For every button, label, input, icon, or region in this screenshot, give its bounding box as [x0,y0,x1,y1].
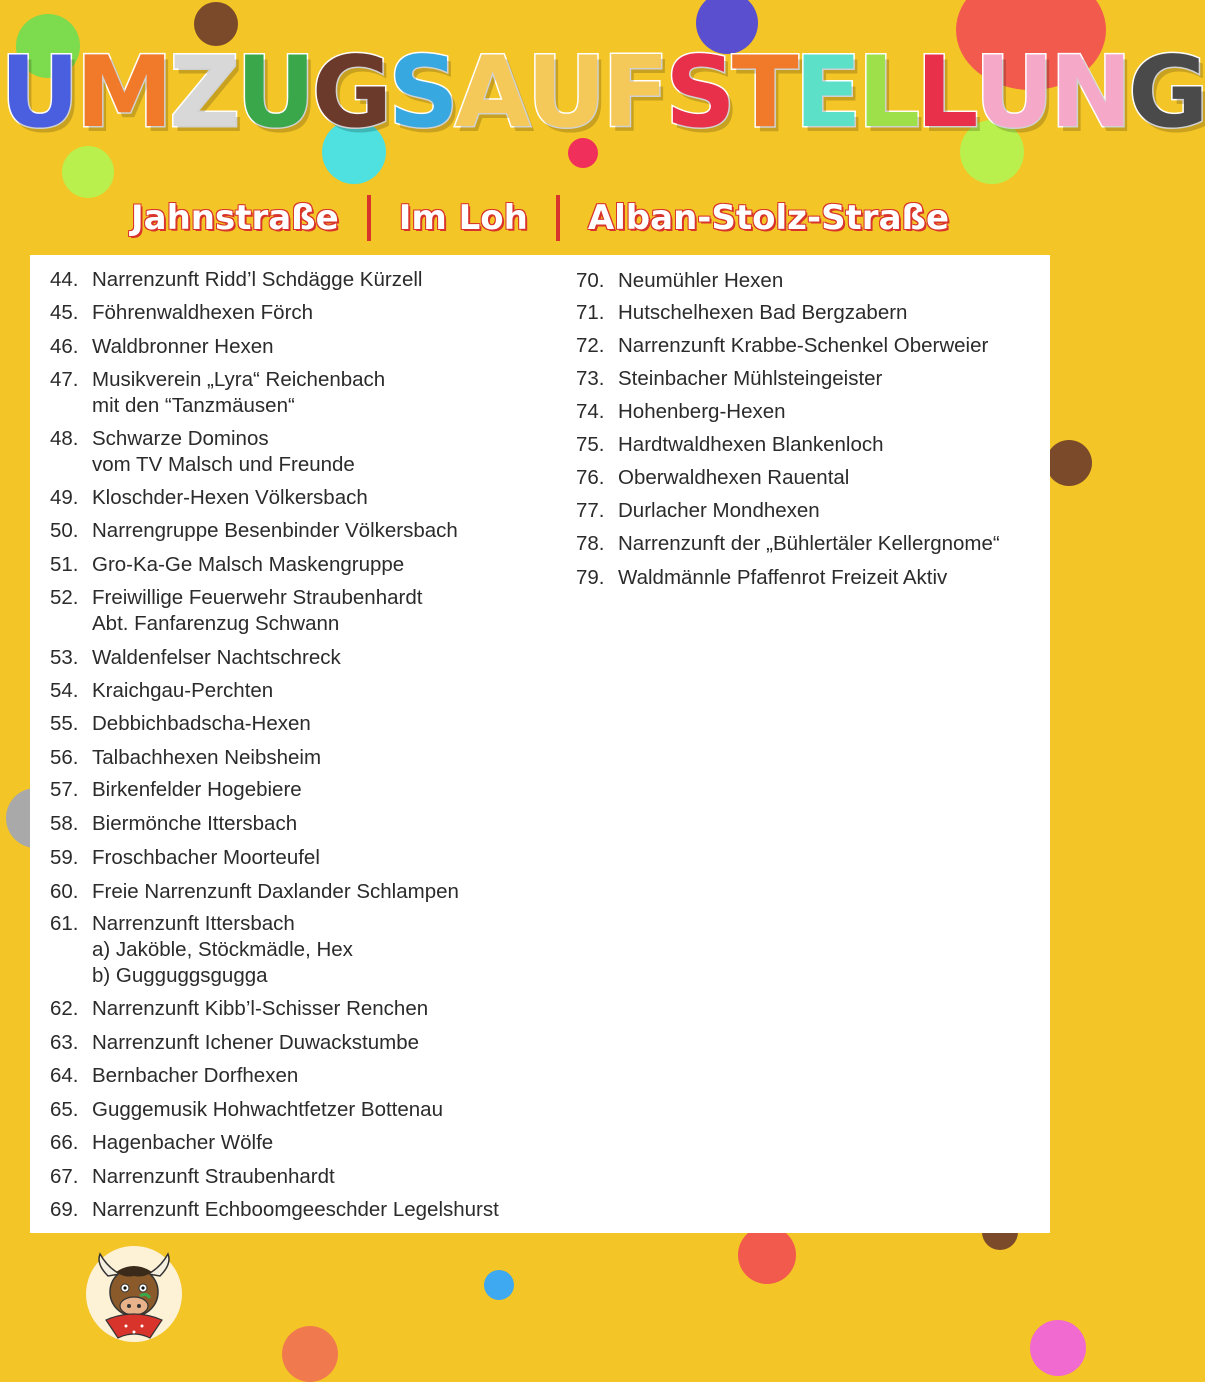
lineup-entry [50,996,428,1022]
entry-name: Narrenzunft Krabbe-Schenkel Oberweier [618,334,989,357]
title-letter: L [916,36,975,150]
title-letter: F [602,36,666,150]
entry-name: Hagenbacher Wölfe [92,1131,274,1154]
divider [556,195,560,241]
entry-name: Steinbacher Mühlsteingeister [618,367,883,390]
lineup-entry [50,367,385,419]
entry-number: 51. [50,553,79,576]
lineup-entry [50,1130,273,1156]
lineup-entry [50,585,422,637]
title-letter: M [75,36,170,150]
confetti-dot [1046,440,1092,486]
entry-name: Kloschder-Hexen Völkersbach [92,486,368,509]
entry-name: Durlacher Mondhexen [618,499,820,522]
lineup-entry [50,334,274,360]
entry-name: Gro-Ka-Ge Malsch Maskengruppe [92,553,405,576]
entry-name: Narrenzunft Kibb’l-Schisser Renchen [92,997,429,1020]
title-letter: S [665,36,732,150]
entry-number: 70. [576,269,605,292]
entry-number: 66. [50,1131,79,1154]
entry-number: 75. [576,433,605,456]
street-name: Im Loh [398,198,528,238]
lineup-entry [50,426,355,478]
title-letter: U [236,36,312,150]
confetti-dot [1030,1320,1086,1376]
lineup-entry [50,745,321,771]
confetti-dot [738,1226,796,1284]
entry-number: 64. [50,1064,79,1087]
lineup-entry [50,1030,419,1056]
entry-number: 61. [50,912,79,935]
entry-number: 57. [50,778,79,801]
entry-name: Hardtwaldhexen Blankenloch [618,433,884,456]
entry-number: 48. [50,427,79,450]
entry-name: Froschbacher Moorteufel [92,846,320,869]
lineup-entry [50,1063,298,1089]
entry-number: 71. [576,301,605,324]
lineup-entry [576,465,849,491]
entry-name: Musikverein „Lyra“ Reichenbach mit den “Tanzmäusen“ [92,368,386,417]
entry-number: 63. [50,1031,79,1054]
entry-number: 76. [576,466,605,489]
lineup-entry [576,268,783,294]
title-letter: Z [169,36,237,150]
entry-name: Waldmännle Pfaffenrot Freizeit Aktiv [618,566,948,589]
entry-number: 56. [50,746,79,769]
entry-name: Neumühler Hexen [618,269,784,292]
entry-number: 50. [50,519,79,542]
entry-number: 65. [50,1098,79,1121]
street-name: Jahnstraße [130,198,339,238]
street-name: Alban-Stolz-Straße [587,198,950,238]
lineup-entry [50,300,313,326]
title-letter: U [526,36,603,150]
entry-number: 46. [50,335,79,358]
entry-number: 67. [50,1165,79,1188]
entry-number: 44. [50,268,79,291]
title-letter: S [388,36,455,150]
title-letter: U [0,36,76,150]
title-letter: T [731,36,795,150]
entry-name: Freiwillige Feuerwehr Straubenhardt Abt. Fanfarenzug Schwann [92,586,423,635]
entry-number: 62. [50,997,79,1020]
lineup-entry [576,366,882,392]
entry-name: Narrenzunft Ittersbach a) Jaköble, Stöckmädle, Hex b) Gugguggsgugga [92,912,353,987]
bull-mascot-icon [86,1246,182,1342]
lineup-entry [576,333,988,359]
lineup-entry [50,811,297,837]
entry-name: Föhrenwaldhexen Förch [92,301,314,324]
lineup-entry [50,552,404,578]
entry-name: Waldenfelser Nachtschreck [92,646,341,669]
lineup-entry [50,1197,499,1223]
entry-name: Schwarze Dominos vom TV Malsch und Freunde [92,427,355,476]
entry-name: Waldbronner Hexen [92,335,274,358]
entry-number: 69. [50,1198,79,1221]
entry-name: Kraichgau-Perchten [92,679,274,702]
entry-number: 77. [576,499,605,522]
entry-number: 59. [50,846,79,869]
lineup-entry [576,432,884,458]
entry-number: 73. [576,367,605,390]
title-letter: N [1050,36,1129,150]
title-letter: L [857,36,917,150]
lineup-entry [576,399,786,425]
entry-name: Debbichbadscha-Hexen [92,712,311,735]
entry-name: Talbachhexen Neibsheim [92,746,322,769]
lineup-entry [50,711,311,737]
confetti-dot [282,1326,338,1382]
lineup-entry [50,267,422,293]
divider [367,195,371,241]
lineup-entry [50,879,459,905]
lineup-entry [50,645,341,671]
lineup-entry [576,531,1000,557]
lineup-entry [50,911,353,989]
title-letter: G [1128,36,1205,150]
entry-name: Hutschelhexen Bad Bergzabern [618,301,908,324]
entry-number: 58. [50,812,79,835]
entry-name: Freie Narrenzunft Daxlander Schlampen [92,880,459,903]
lineup-entry [50,678,273,704]
entry-number: 54. [50,679,79,702]
lineup-entry [50,485,368,511]
lineup-entry [50,518,458,544]
lineup-entry [576,300,907,326]
entry-number: 60. [50,880,79,903]
entry-number: 78. [576,532,605,555]
entry-name: Bernbacher Dorfhexen [92,1064,299,1087]
entry-name: Narrenzunft Ridd’l Schdägge Kürzell [92,268,423,291]
entry-name: Narrenzunft Straubenhardt [92,1165,335,1188]
lineup-panel [30,255,1050,1233]
bull-mascot-icon [86,1246,182,1342]
confetti-dot [484,1270,514,1300]
entry-number: 55. [50,712,79,735]
entry-name: Hohenberg-Hexen [618,400,786,423]
street-list [0,190,1080,246]
entry-name: Guggemusik Hohwachtfetzer Bottenau [92,1098,443,1121]
entry-number: 52. [50,586,79,609]
entry-number: 74. [576,400,605,423]
lineup-entry [576,498,820,524]
entry-name: Narrenzunft der „Bühlertäler Kellergnome“ [618,532,1000,555]
entry-number: 47. [50,368,79,391]
entry-number: 79. [576,566,605,589]
title-letter: A [454,36,527,150]
entry-number: 49. [50,486,79,509]
title-letter: G [311,36,389,150]
entry-name: Narrenzunft Ichener Duwackstumbe [92,1031,420,1054]
lineup-entry [50,1097,443,1123]
entry-name: Birkenfelder Hogebiere [92,778,302,801]
entry-name: Biermönche Ittersbach [92,812,298,835]
title-letter: U [974,36,1051,150]
lineup-entry [50,845,320,871]
entry-number: 53. [50,646,79,669]
entry-number: 45. [50,301,79,324]
page-title [0,28,1205,158]
title-letter: E [794,36,858,150]
entry-name: Oberwaldhexen Rauental [618,466,850,489]
entry-number: 72. [576,334,605,357]
entry-name: Narrenzunft Echboomgeeschder Legelshurst [92,1198,499,1221]
entry-name: Narrengruppe Besenbinder Völkersbach [92,519,458,542]
lineup-entry [50,777,302,803]
lineup-entry [576,565,947,591]
lineup-entry [50,1164,335,1190]
